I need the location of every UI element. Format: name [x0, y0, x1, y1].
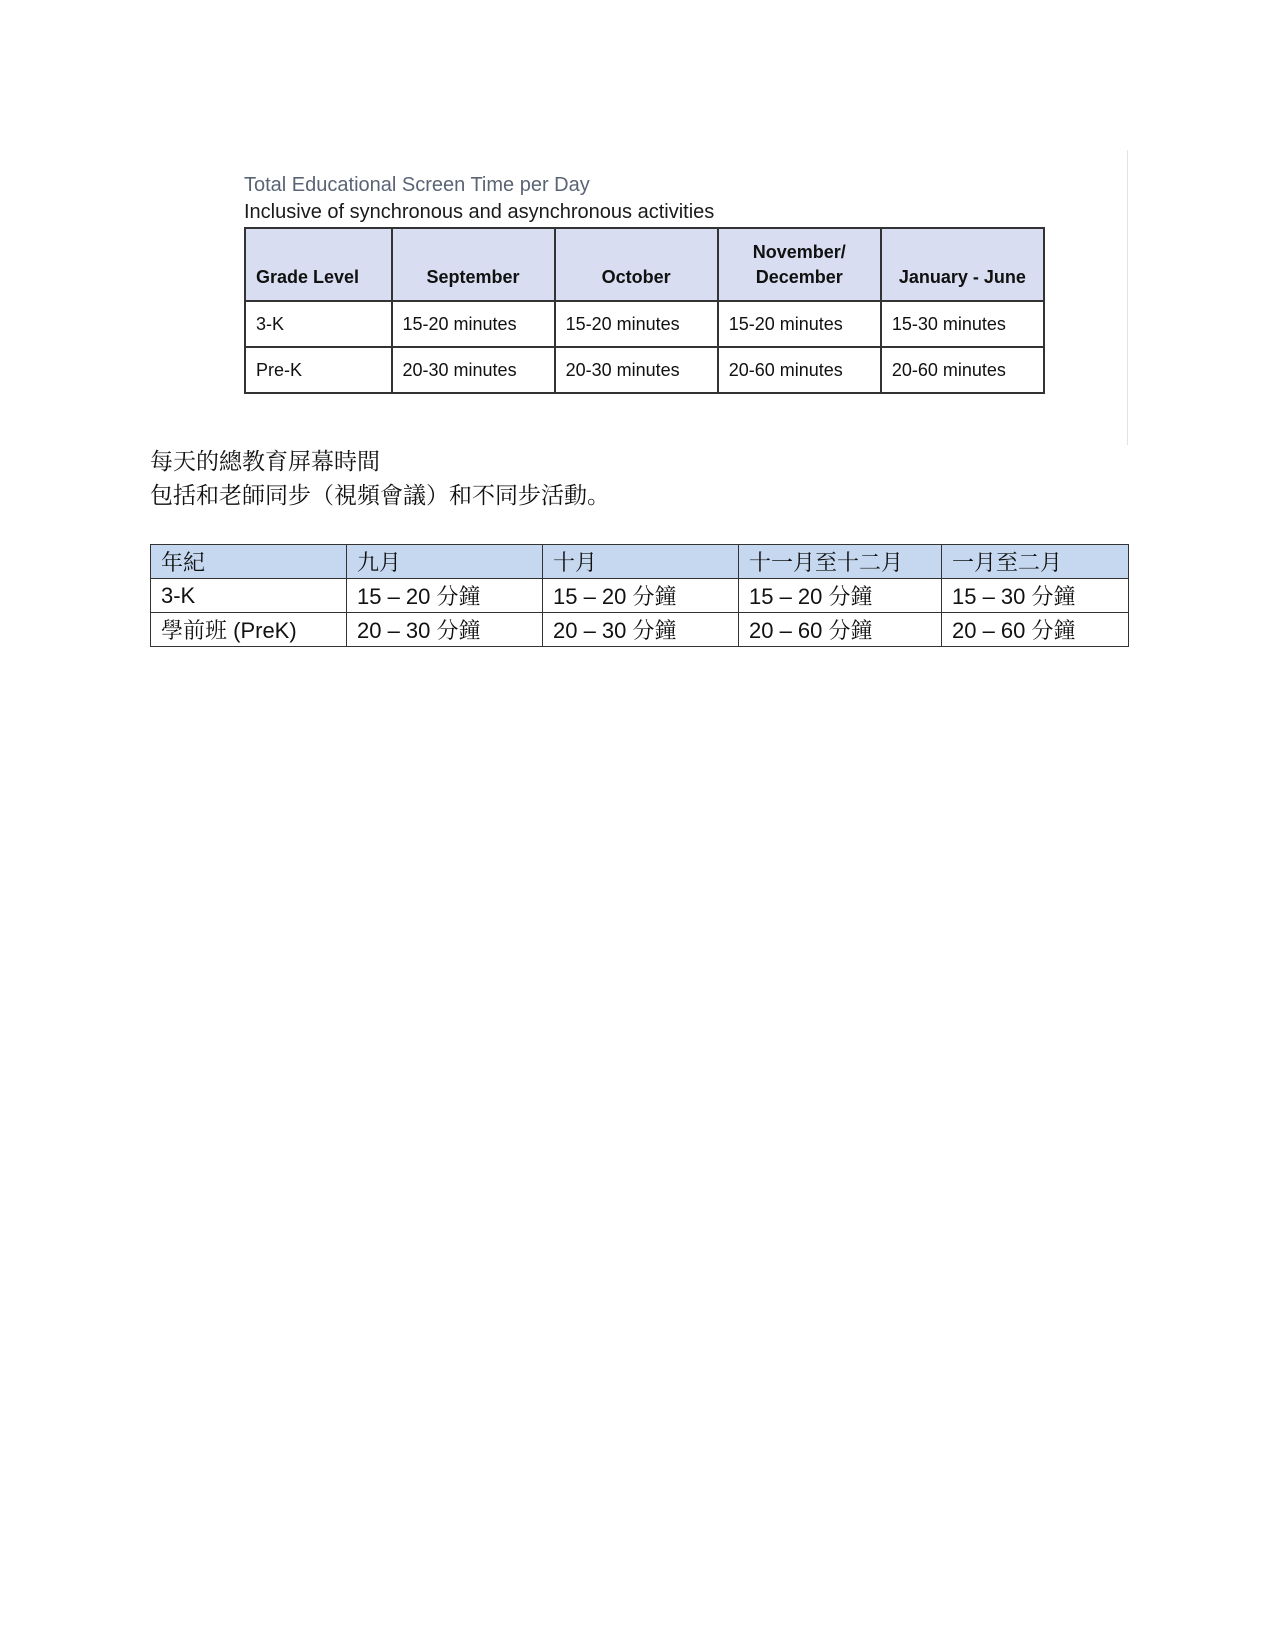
english-subtitle: Inclusive of synchronous and asynchronous activities: [244, 201, 715, 223]
table-cell: 15-20 minutes: [718, 301, 881, 347]
table-cell: 15-30 minutes: [881, 301, 1044, 347]
english-screen-time-block: [244, 172, 1044, 380]
header-october: [543, 545, 739, 579]
header-september: [347, 545, 543, 579]
header-grade-level: Grade Level: [245, 228, 392, 301]
table-cell: 3-K: [245, 301, 392, 347]
header-october-label: 十月: [553, 551, 598, 576]
chinese-title: 每天的總教育屏幕時間: [150, 449, 380, 475]
header-age: [151, 545, 347, 579]
header-november-line: November/: [752, 242, 846, 262]
table-cell: 15 – 20 分鐘: [347, 579, 543, 613]
table-row: [151, 579, 1129, 613]
table-cell: 20-30 minutes: [555, 347, 718, 393]
table-cell: 15 – 20 分鐘: [543, 579, 739, 613]
table-cell: 20-60 minutes: [881, 347, 1044, 393]
chinese-subtitle: 包括和老師同步（視頻會議）和不同步活動。: [150, 483, 610, 509]
table-cell: 20-30 minutes: [392, 347, 555, 393]
header-october: October: [555, 228, 718, 301]
english-screen-time-table: [244, 227, 1045, 394]
table-header-row: [245, 228, 1044, 301]
header-november-december: [739, 545, 942, 579]
table-row: [245, 347, 1044, 393]
table-cell: 15-20 minutes: [555, 301, 718, 347]
table-cell: 20-60 minutes: [718, 347, 881, 393]
header-november-december-label: 十一月至十二月: [749, 551, 904, 576]
table-cell: 3-K: [151, 579, 347, 613]
chinese-screen-time-table: [150, 544, 1129, 647]
table-cell: 20 – 60 分鐘: [739, 613, 942, 647]
header-age-label: 年紀: [161, 551, 206, 576]
table-row: [245, 301, 1044, 347]
table-header-row: [151, 545, 1129, 579]
header-december-line: December: [755, 267, 843, 287]
header-january-february: [942, 545, 1129, 579]
table-cell: 20 – 30 分鐘: [347, 613, 543, 647]
table-cell: 20 – 30 分鐘: [543, 613, 739, 647]
table-cell: 學前班 (PreK): [151, 613, 347, 647]
english-title: Total Educational Screen Time per Day: [244, 174, 590, 196]
table-row: [151, 613, 1129, 647]
table-cell: 15-20 minutes: [392, 301, 555, 347]
table-cell: 15 – 20 分鐘: [739, 579, 942, 613]
header-september-label: 九月: [357, 551, 402, 576]
header-january-june: January - June: [881, 228, 1044, 301]
header-january-february-label: 一月至二月: [952, 551, 1063, 576]
header-september: September: [392, 228, 555, 301]
table-cell: Pre-K: [245, 347, 392, 393]
table-cell: 20 – 60 分鐘: [942, 613, 1129, 647]
image-edge-divider: [1127, 150, 1128, 445]
table-cell: 15 – 30 分鐘: [942, 579, 1129, 613]
header-november-december: [718, 228, 881, 301]
